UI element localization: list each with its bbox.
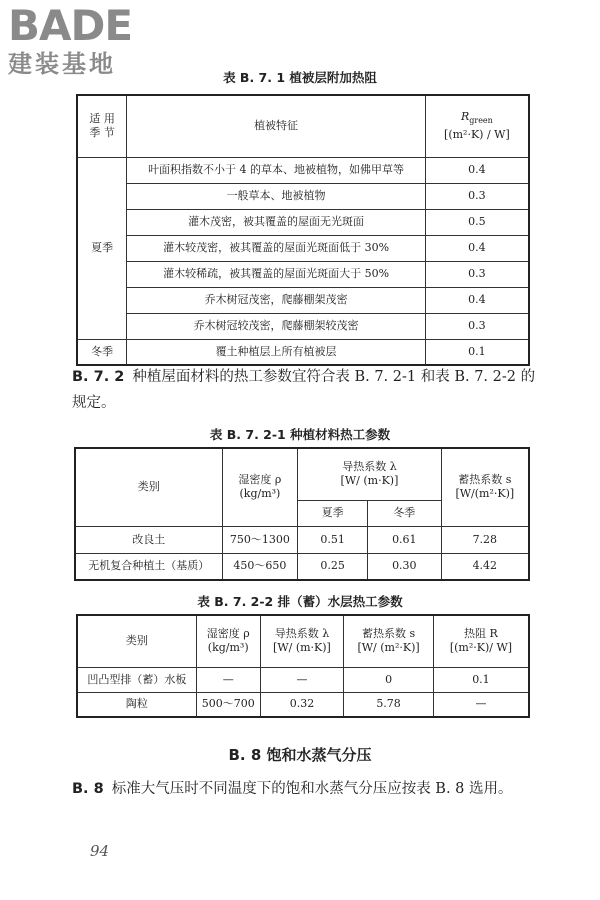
table2-cell-name: 改良土 [75,526,222,553]
table3-cell-storage: 5.78 [344,692,434,717]
table1-feature: 灌木较稀疏，被其覆盖的屋面光斑面大于 50% [127,261,425,287]
table1-season-winter: 冬季 [77,339,127,365]
table3-drainage-layer [76,614,530,718]
table2-cell-storage: 7.28 [441,526,529,553]
table1-feature: 灌木茂密，被其覆盖的屋面无光斑面 [127,209,425,235]
table2-header-storage: 蓄热系数 s [W/(m²·K)] [441,448,529,526]
table2-cell-storage: 4.42 [441,553,529,580]
table-row [77,692,529,717]
table2-header-conductivity: 导热系数 λ [W/ (m·K)] [298,448,441,500]
table1-value: 0.4 [425,235,529,261]
table1-value: 0.4 [425,287,529,313]
table1-vegetation-resistance [76,94,530,366]
table3-header-resistance: 热阻 R [(m²·K)/ W] [433,615,529,667]
table2-cell-name: 无机复合种植土（基质） [75,553,222,580]
table3-caption: 表 B. 7. 2-2 排（蓄）水层热工参数 [197,594,403,609]
table3-cell-conductivity: 0.32 [260,692,344,717]
table1-feature: 叶面积指数不小于 4 的草本、地被植物，如佛甲草等 [127,157,425,183]
table-row [75,553,529,580]
table3-header-storage: 蓄热系数 s [W/ (m²·K)] [344,615,434,667]
table2-header-category: 类别 [75,448,222,526]
table3-cell-name: 陶粒 [77,692,196,717]
table1-header-r: $R_{green}$ [(m²·K) / W] [425,95,529,157]
paragraph-b8: B. 8 标准大气压时不同温度下的饱和水蒸气分压应按表 B. 8 选用。 [72,781,513,797]
table1-feature: 乔木树冠较茂密，爬藤棚架较茂密 [127,313,425,339]
table3-header-density: 湿密度 ρ (kg/m³) [196,615,260,667]
table2-header-density: 湿密度 ρ (kg/m³) [222,448,298,526]
table1-value: 0.1 [425,339,529,365]
table2-cell-density: 750～1300 [222,526,298,553]
table1-value: 0.3 [425,183,529,209]
table3-header-category: 类别 [77,615,196,667]
table-row [77,667,529,692]
table1-value: 0.3 [425,261,529,287]
table2-header-winter: 冬季 [367,500,441,526]
table2-planting-material [74,447,530,581]
table3-cell-storage: 0 [344,667,434,692]
table3-header-conductivity: 导热系数 λ [W/ (m·K)] [260,615,344,667]
table2-header-summer: 夏季 [298,500,368,526]
section-title-b8: B. 8 饱和水蒸气分压 [228,746,372,764]
table3-cell-name: 凹凸型排（蓄）水板 [77,667,196,692]
table1-value: 0.3 [425,313,529,339]
table1-value: 0.5 [425,209,529,235]
table1-caption: 表 B. 7. 1 植被层附加热阻 [223,70,377,85]
table3-cell-conductivity: — [260,667,344,692]
table2-cell-summer: 0.25 [298,553,368,580]
table3-cell-resistance: — [433,692,529,717]
table1-header-feature: 植被特征 [127,95,425,157]
table2-caption: 表 B. 7. 2-1 种植材料热工参数 [209,427,391,442]
table1-season-summer: 夏季 [77,157,127,339]
table-row [75,526,529,553]
table1-header-season: 适 用 季 节 [77,95,127,157]
table1-value: 0.4 [425,157,529,183]
table2-cell-summer: 0.51 [298,526,368,553]
table3-cell-resistance: 0.1 [433,667,529,692]
table1-feature: 乔木树冠茂密，爬藤棚架茂密 [127,287,425,313]
paragraph-b72: B. 7. 2 种植屋面材料的热工参数宜符合表 B. 7. 2-1 和表 B. 7. 2-2 的规定。 [72,369,536,411]
table2-cell-density: 450～650 [222,553,298,580]
logo-subtitle: 建装基地 [8,50,116,78]
table2-cell-winter: 0.61 [367,526,441,553]
table1-feature: 灌木较茂密，被其覆盖的屋面光斑面低于 30% [127,235,425,261]
table3-cell-density: — [196,667,260,692]
page-number: 94 [90,842,110,860]
table1-feature: 一般草本、地被植物 [127,183,425,209]
table3-cell-density: 500～700 [196,692,260,717]
logo-brand: BADE [8,1,133,50]
table1-feature: 覆土种植层上所有植被层 [127,339,425,365]
table2-cell-winter: 0.30 [367,553,441,580]
site-logo [8,1,133,78]
